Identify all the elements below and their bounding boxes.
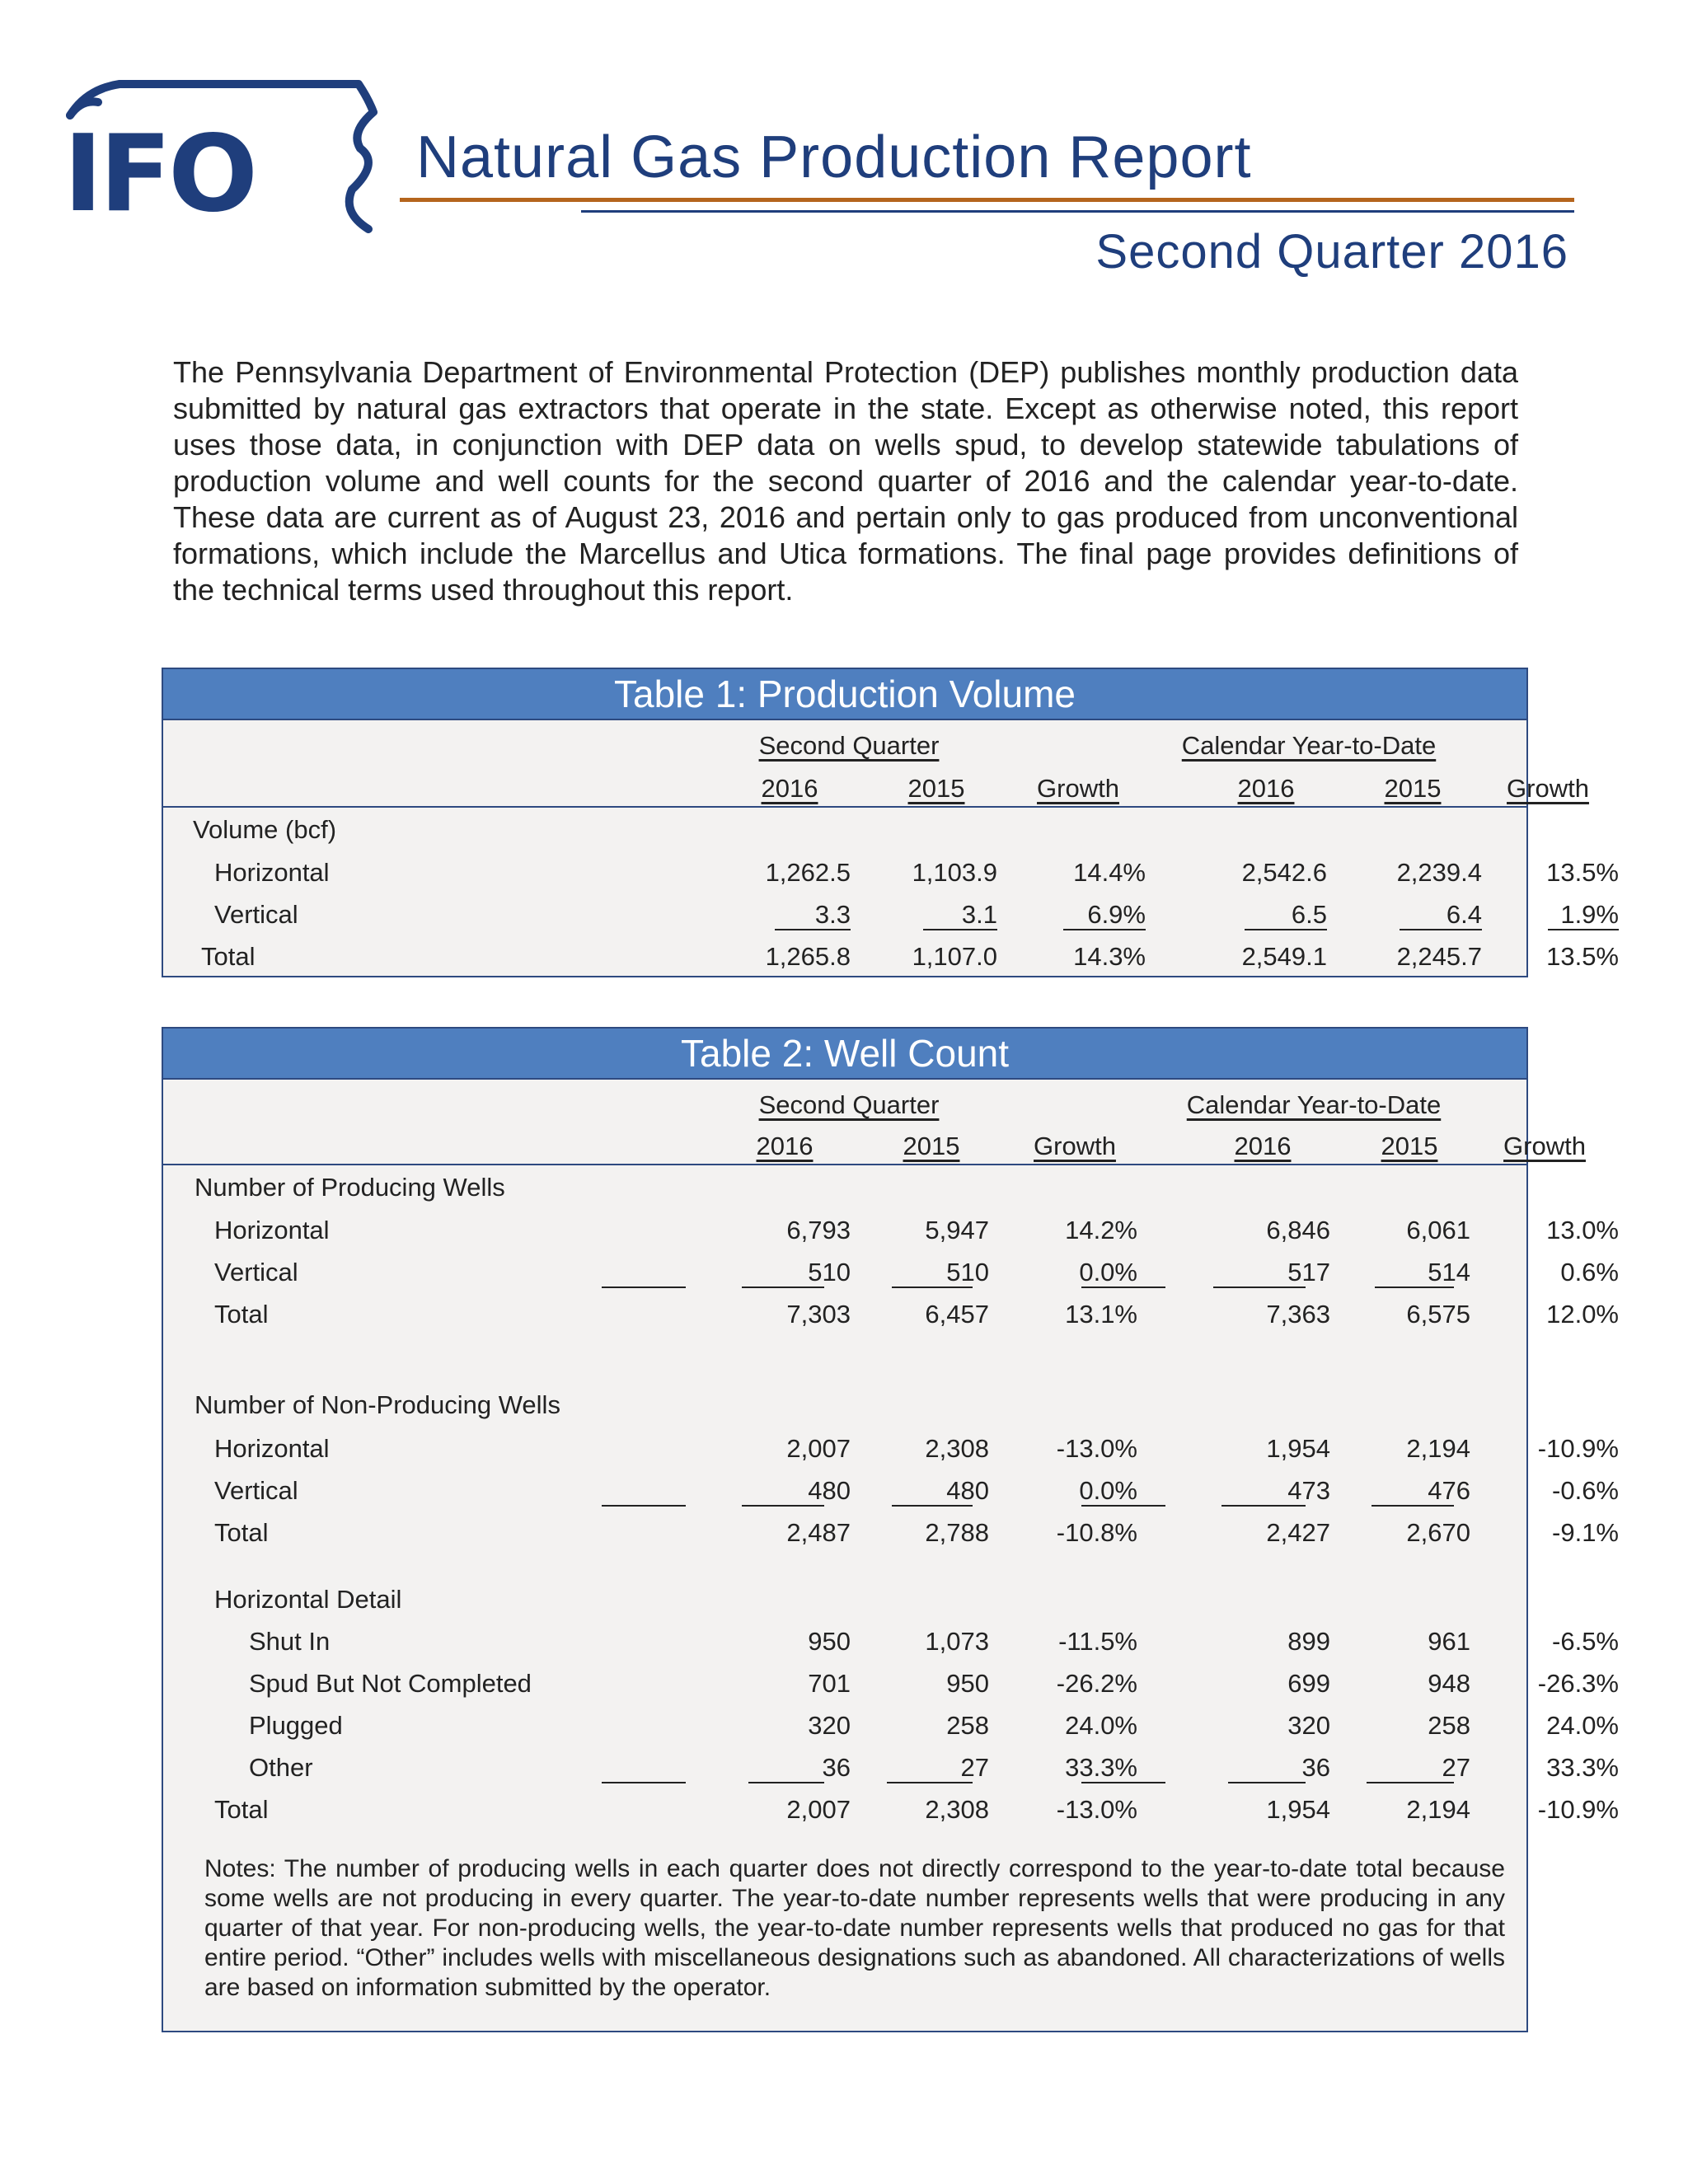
cell: 2,308: [925, 1434, 989, 1463]
cell: 24.0%: [1546, 1711, 1619, 1740]
cell: 27: [1442, 1753, 1470, 1782]
title-rule-blue: [581, 210, 1574, 213]
subtotal-underline: [887, 1782, 973, 1783]
cell: 1,954: [1266, 1795, 1330, 1824]
cell: 13.0%: [1546, 1216, 1619, 1244]
cell: 13.5%: [1546, 942, 1619, 971]
cell: -10.9%: [1537, 1434, 1619, 1463]
table-well-count: [162, 1027, 1619, 2032]
cell: 258: [1428, 1711, 1470, 1740]
cell: 2,007: [786, 1795, 851, 1824]
cell: 0.6%: [1560, 1258, 1619, 1286]
cell: 514: [1428, 1258, 1470, 1286]
table2-col-q2015: 2015: [903, 1132, 960, 1160]
row-label: Spud But Not Completed: [249, 1669, 532, 1698]
cell: 2,194: [1406, 1434, 1470, 1463]
report-title: Natural Gas Production Report: [416, 124, 1252, 190]
table2-group-second-quarter: Second Quarter: [758, 1090, 940, 1119]
table2-col-q2016: 2016: [756, 1132, 814, 1160]
cell: 961: [1428, 1627, 1470, 1656]
cell: -26.3%: [1537, 1669, 1619, 1698]
cell: -26.2%: [1056, 1669, 1137, 1698]
subtotal-underline: [1375, 1286, 1454, 1288]
cell: 27: [960, 1753, 989, 1782]
cell: 950: [808, 1627, 851, 1656]
cell: -10.8%: [1056, 1518, 1137, 1547]
table1-title: Table 1: Production Volume: [163, 669, 1526, 720]
cell: -0.6%: [1552, 1476, 1619, 1505]
subtotal-underline: [1228, 1782, 1306, 1783]
cell: 6,457: [925, 1300, 989, 1329]
cell: 476: [1428, 1476, 1470, 1505]
subtotal-underline: [1548, 929, 1619, 930]
cell: 14.4%: [1073, 858, 1146, 887]
cell: 1,262.5: [765, 858, 851, 887]
subtotal-underline: [602, 1505, 686, 1507]
cell: 699: [1287, 1669, 1330, 1698]
table1-section-volume: Volume (bcf): [193, 815, 337, 844]
cell: 2,487: [786, 1518, 851, 1547]
table2-col-ytd2015: 2015: [1381, 1132, 1438, 1160]
cell: 7,303: [786, 1300, 851, 1329]
subtotal-underline: [1081, 1782, 1165, 1783]
subtotal-underline: [602, 1286, 686, 1288]
row-label: Other: [249, 1753, 313, 1782]
cell: 2,239.4: [1396, 858, 1482, 887]
cell: -11.5%: [1058, 1627, 1137, 1656]
table1-col-qgrowth: Growth: [1037, 774, 1119, 803]
cell: 510: [808, 1258, 851, 1286]
table2-col-qgrowth: Growth: [1034, 1132, 1116, 1160]
cell: 2,194: [1406, 1795, 1470, 1824]
cell: 701: [808, 1669, 851, 1698]
svg-text:IFO: IFO: [63, 113, 255, 236]
subtotal-underline: [892, 1505, 973, 1507]
subtotal-underline: [1372, 1505, 1454, 1507]
cell: 2,788: [925, 1518, 989, 1547]
subtotal-underline: [775, 929, 851, 930]
cell: 1,107.0: [912, 942, 997, 971]
subtotal-underline: [742, 1505, 824, 1507]
subtotal-underline: [602, 1782, 686, 1783]
subtotal-underline: [748, 1782, 824, 1783]
cell: 6.4: [1446, 900, 1482, 929]
subtotal-underline: [1081, 1286, 1165, 1288]
subtotal-underline: [923, 929, 997, 930]
table1-group-ytd: Calendar Year-to-Date: [1181, 731, 1437, 760]
cell: 320: [1287, 1711, 1330, 1740]
cell: 14.2%: [1065, 1216, 1137, 1244]
table1-group-second-quarter: Second Quarter: [758, 731, 940, 760]
table2-group-ytd: Calendar Year-to-Date: [1186, 1090, 1442, 1119]
cell: 3.3: [814, 900, 851, 929]
section-producing-wells: Number of Producing Wells: [195, 1173, 505, 1202]
row-label: Shut In: [249, 1627, 331, 1656]
cell: 1,265.8: [765, 942, 851, 971]
subtotal-underline: [1081, 1505, 1165, 1507]
cell: 899: [1287, 1627, 1330, 1656]
row-label: Vertical: [214, 1258, 298, 1286]
section-horizontal-detail: Horizontal Detail: [214, 1585, 402, 1614]
cell: 6.5: [1291, 900, 1327, 929]
table2-col-ytdgrowth: Growth: [1503, 1132, 1586, 1160]
cell: 2,007: [786, 1434, 851, 1463]
ifo-logo: [62, 74, 392, 239]
row-label: Total: [214, 1795, 269, 1824]
cell: 0.0%: [1079, 1476, 1137, 1505]
cell: 950: [946, 1669, 989, 1698]
cell: -9.1%: [1552, 1518, 1619, 1547]
section-nonproducing-wells: Number of Non-Producing Wells: [195, 1390, 560, 1419]
cell: -13.0%: [1056, 1795, 1137, 1824]
row-label: Horizontal: [214, 1434, 330, 1463]
table1-col-q2015: 2015: [907, 774, 965, 803]
cell: 36: [822, 1753, 851, 1782]
table1-col-ytdgrowth: Growth: [1507, 774, 1589, 803]
subtotal-underline: [892, 1286, 973, 1288]
subtotal-underline: [1213, 1286, 1306, 1288]
cell: 14.3%: [1073, 942, 1146, 971]
table2-notes: Notes: The number of producing wells in each quarter does not directly correspond to the year-to-date total because some wells are not producing in every quarter. The year-to-date number represents wells that were producing in any quarter of that year. For non-producing wells, the year-to-date number represents wells that produced no gas for that entire period. “Other” includes wells with miscellaneous designations such as abandoned. All characterizations of wells are based on information submitted by the operator.: [204, 1855, 1505, 2001]
cell: 1,073: [925, 1627, 989, 1656]
cell: 0.0%: [1079, 1258, 1137, 1286]
cell: 258: [946, 1711, 989, 1740]
report-subtitle: Second Quarter 2016: [1095, 225, 1568, 279]
subtotal-underline: [742, 1286, 824, 1288]
row-label: Total: [214, 1518, 269, 1547]
cell: 2,245.7: [1396, 942, 1482, 971]
cell: 13.1%: [1065, 1300, 1137, 1329]
cell: 1.9%: [1560, 900, 1619, 929]
cell: 36: [1301, 1753, 1330, 1782]
subtotal-underline: [1063, 929, 1146, 930]
cell: 948: [1428, 1669, 1470, 1698]
cell: 24.0%: [1065, 1711, 1137, 1740]
cell: 6,061: [1406, 1216, 1470, 1244]
cell: 473: [1287, 1476, 1330, 1505]
row-label: Vertical: [214, 1476, 298, 1505]
row-label: Vertical: [214, 900, 298, 929]
subtotal-underline: [1221, 1505, 1306, 1507]
cell: 7,363: [1266, 1300, 1330, 1329]
cell: 1,103.9: [912, 858, 997, 887]
cell: 6.9%: [1087, 900, 1146, 929]
cell: 320: [808, 1711, 851, 1740]
table1-header-divider: [163, 806, 1526, 808]
cell: 2,427: [1266, 1518, 1330, 1547]
title-rule-orange: [400, 198, 1574, 202]
table1-col-ytd2016: 2016: [1237, 774, 1295, 803]
cell: 13.5%: [1546, 858, 1619, 887]
intro-paragraph: The Pennsylvania Department of Environmental Protection (DEP) publishes monthly production data submitted by natural gas extractors that operate in the state. Except as otherwise noted, this report uses those data, in conjunction with DEP data on wells spud, to develop statewide tabulations of production volume and well counts for the second quarter of 2016 and the calendar year-to-date. These data are current as of August 23, 2016 and pertain only to gas produced from unconventional formations, which include the Marcellus and Utica formations. The final page provides definitions of the technical terms used throughout this report.: [173, 355, 1518, 607]
cell: 517: [1287, 1258, 1330, 1286]
cell: 5,947: [925, 1216, 989, 1244]
cell: 2,549.1: [1241, 942, 1327, 971]
table1-col-q2016: 2016: [761, 774, 818, 803]
table2-title: Table 2: Well Count: [163, 1029, 1526, 1080]
table2-header-divider: [163, 1164, 1526, 1165]
subtotal-underline: [1367, 1782, 1454, 1783]
row-label: Horizontal: [214, 1216, 330, 1244]
table1-col-ytd2015: 2015: [1384, 774, 1442, 803]
cell: 6,575: [1406, 1300, 1470, 1329]
cell: 2,542.6: [1241, 858, 1327, 887]
cell: -10.9%: [1537, 1795, 1619, 1824]
cell: 6,793: [786, 1216, 851, 1244]
cell: 3.1: [961, 900, 997, 929]
table2-col-ytd2016: 2016: [1234, 1132, 1292, 1160]
row-label: Plugged: [249, 1711, 343, 1740]
cell: 510: [946, 1258, 989, 1286]
cell: 6,846: [1266, 1216, 1330, 1244]
row-label: Total: [201, 942, 256, 971]
subtotal-underline: [1400, 929, 1482, 930]
cell: 33.3%: [1065, 1753, 1137, 1782]
cell: 12.0%: [1546, 1300, 1619, 1329]
row-label: Horizontal: [214, 858, 330, 887]
cell: 480: [808, 1476, 851, 1505]
subtotal-underline: [1245, 929, 1327, 930]
cell: -6.5%: [1552, 1627, 1619, 1656]
cell: 2,308: [925, 1795, 989, 1824]
table-production-volume: [162, 668, 1619, 977]
cell: 480: [946, 1476, 989, 1505]
cell: 1,954: [1266, 1434, 1330, 1463]
cell: 33.3%: [1546, 1753, 1619, 1782]
cell: -13.0%: [1056, 1434, 1137, 1463]
cell: 2,670: [1406, 1518, 1470, 1547]
row-label: Total: [214, 1300, 269, 1329]
